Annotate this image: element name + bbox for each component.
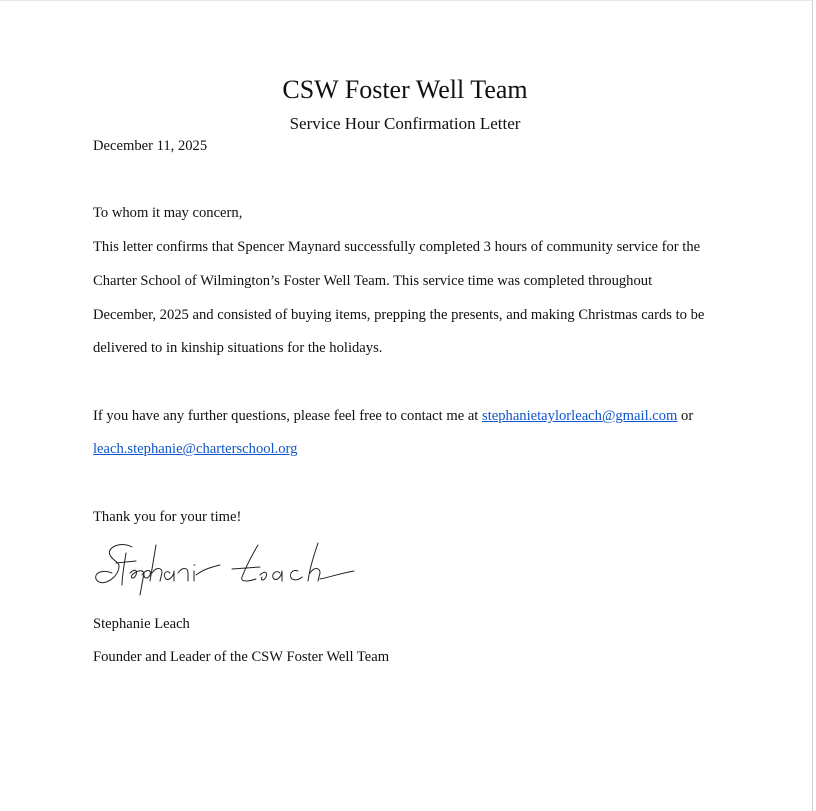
email-link-school[interactable]: leach.stephanie@charterschool.org — [93, 441, 298, 457]
body-line: delivered to in kinship situations for the holidays. — [93, 340, 383, 356]
body-line: December, 2025 and consisted of buying items, prepping the presents, and making Christmas cards to be — [93, 307, 705, 323]
salutation: To whom it may concern, — [93, 205, 243, 221]
body-line: Charter School of Wilmington’s Foster Well Team. This service time was completed throughout — [93, 273, 653, 289]
contact-prefix: If you have any further questions, please feel free to contact me at — [93, 408, 483, 424]
signer-title: Founder and Leader of the CSW Foster Well Team — [93, 649, 390, 665]
handwritten-signature — [92, 539, 358, 599]
letter-subtitle: Service Hour Confirmation Letter — [289, 114, 521, 133]
letter-date: December 11, 2025 — [93, 138, 208, 154]
email-link-gmail[interactable]: stephanietaylorleach@gmail.com — [482, 408, 678, 424]
contact-or: or — [677, 408, 694, 424]
contact-line-2 — [93, 439, 297, 459]
closing: Thank you for your time! — [93, 509, 242, 525]
letter-title: CSW Foster Well Team — [282, 75, 528, 104]
signer-name: Stephanie Leach — [93, 616, 190, 632]
contact-line — [93, 406, 693, 426]
body-line: This letter confirms that Spencer Maynard successfully completed 3 hours of community service for the — [93, 239, 701, 255]
